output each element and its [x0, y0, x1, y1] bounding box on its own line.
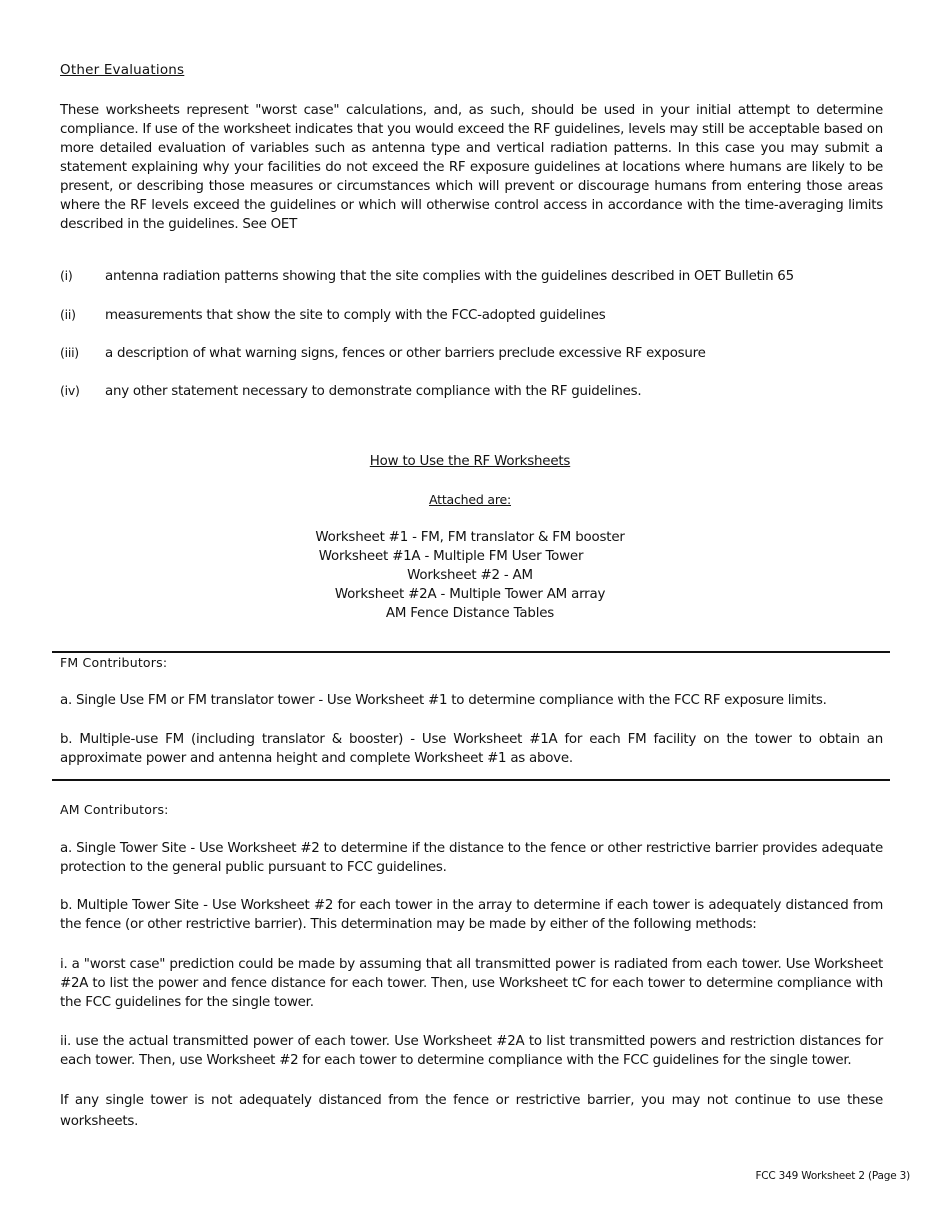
- list-item: [60, 266, 794, 286]
- list-item-number: (i): [60, 268, 73, 283]
- how-to-title: How to Use the RF Worksheets: [369, 454, 571, 469]
- list-item-text: any other statement necessary to demonstrate compliance with the RF guidelines.: [105, 384, 642, 399]
- section-title-other-evaluations: Other Evaluations: [60, 62, 185, 78]
- worksheet-list-item: Worksheet #1 - FM, FM translator & FM booster: [315, 530, 625, 545]
- worksheet-list-item: AM Fence Distance Tables: [385, 606, 555, 621]
- attached-label: Attached are:: [428, 492, 511, 507]
- list-item-text: antenna radiation patterns showing that the site complies with the guidelines described in OET Bulletin 65: [105, 269, 794, 284]
- am-method-i: i. a "worst case" prediction could be made by assuming that all transmitted power is radiated from each tower. Use Worksheet #2A to list the power and fence distance for each tower. Then, use Worksheet tC for each tower to determine compliance with the FCC guidelines for the single tower.: [60, 957, 883, 1010]
- divider: [52, 779, 890, 781]
- list-item: [60, 381, 641, 401]
- list-item: [60, 305, 605, 325]
- list-item: [60, 343, 706, 363]
- worksheet-list-item: Worksheet #2 - AM: [407, 568, 533, 583]
- am-closing-note: If any single tower is not adequately distanced from the fence or restrictive barrier, you may not continue to use these worksheets.: [60, 1093, 883, 1129]
- am-method-ii: ii. use the actual transmitted power of each tower. Use Worksheet #2A to list transmitted powers and restriction distances for each tower. Then, use Worksheet #2 for each tower to determine compliance with the FCC guidelines for the single tower.: [60, 1034, 883, 1068]
- worksheet-list-item: Worksheet #1A - Multiple FM User Tower: [318, 549, 584, 564]
- list-item-number: (ii): [60, 307, 76, 322]
- list-item-number: (iv): [60, 383, 80, 398]
- am-item-a: a. Single Tower Site - Use Worksheet #2 to determine if the distance to the fence or other restrictive barrier provides adequate protection to the general public pursuant to FCC guidelines.: [60, 841, 883, 875]
- list-item-text: measurements that show the site to comply with the FCC-adopted guidelines: [105, 308, 606, 323]
- page-footer: FCC 349 Worksheet 2 (Page 3): [755, 1170, 910, 1182]
- list-item-number: (iii): [60, 345, 79, 360]
- other-evaluations-paragraph: These worksheets represent "worst case" calculations, and, as such, should be used in your initial attempt to determine compliance. If use of the worksheet indicates that you would exceed the RF guidelines, levels may still be acceptable based on more detailed evaluation of variables such as antenna type and vertical radiation patterns. In this case you may submit a statement explaining why your facilities do not exceed the RF exposure guidelines at locations where humans are likely to be present, or describing those measures or circumstances which will prevent or discourage humans from entering those areas where the RF levels exceed the guidelines or which will otherwise control access in accordance with the time-averaging limits described in the guidelines. See OET: [60, 103, 883, 232]
- worksheet-list-item: Worksheet #2A - Multiple Tower AM array: [334, 587, 606, 602]
- list-item-text: a description of what warning signs, fences or other barriers preclude excessive RF exposure: [105, 346, 706, 361]
- fm-contributors-label: FM Contributors:: [60, 655, 168, 670]
- divider: [52, 651, 890, 653]
- fm-item-a: a. Single Use FM or FM translator tower - Use Worksheet #1 to determine compliance with the FCC RF exposure limits.: [60, 693, 827, 708]
- fm-item-b: b. Multiple-use FM (including translator & booster) - Use Worksheet #1A for each FM facility on the tower to obtain an approximate power and antenna height and complete Worksheet #1 as above.: [60, 732, 883, 766]
- am-item-b: b. Multiple Tower Site - Use Worksheet #2 for each tower in the array to determine if each tower is adequately distanced from the fence (or other restrictive barrier). This determination may be made by either of the following methods:: [60, 898, 883, 932]
- am-contributors-label: AM Contributors:: [60, 802, 169, 817]
